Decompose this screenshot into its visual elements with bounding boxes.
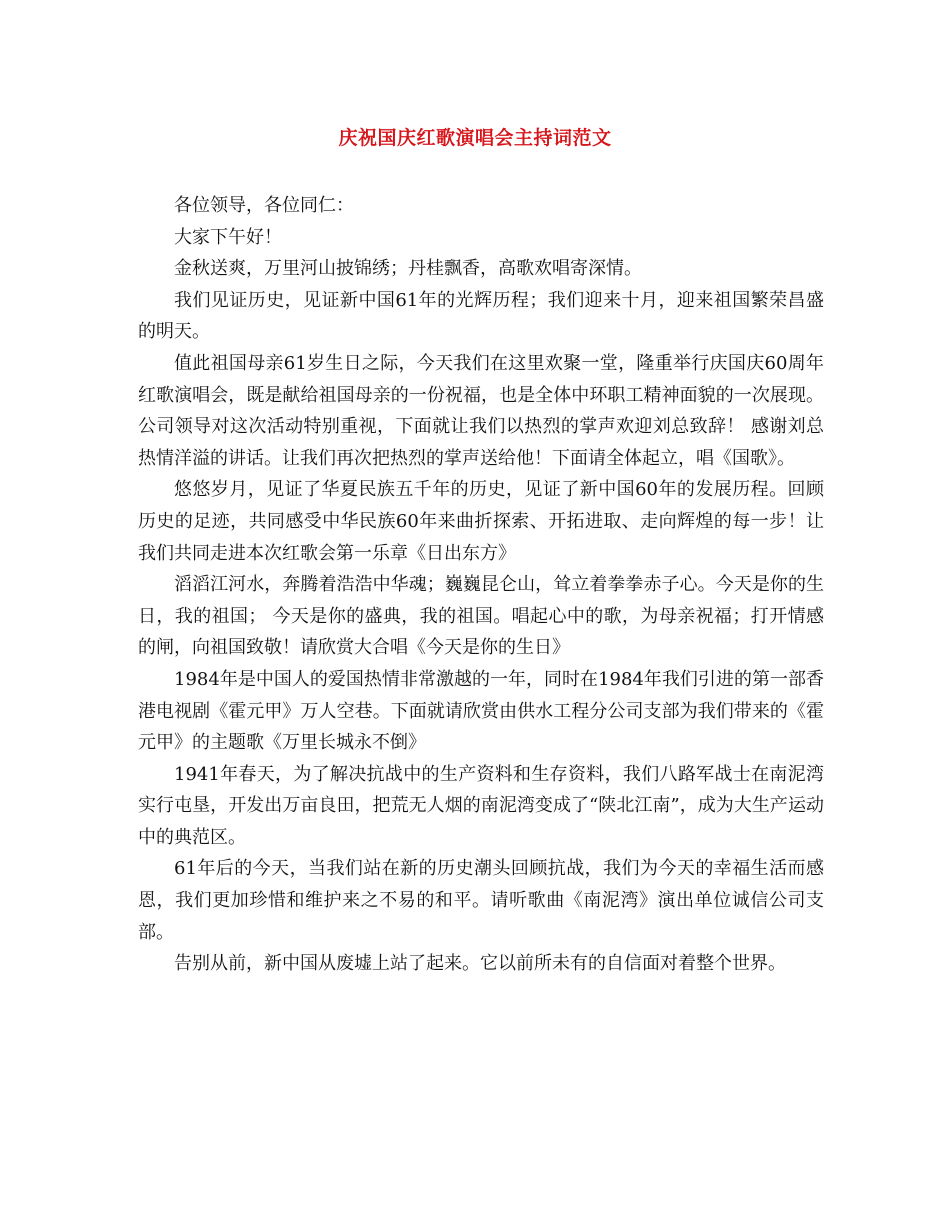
paragraph-1941: 1941年春天，为了解决抗战中的生产资料和生存资料，我们八路军战士在南泥湾实行屯垦，开发出万亩良田，把荒无人烟的南泥湾变成了“陕北江南”，成为大生产运动中的典范区。: [138, 763, 824, 848]
paragraph-good-afternoon: 大家下午好！: [174, 226, 282, 248]
paragraph-birthday-opening: 值此祖国母亲61岁生日之际，今天我们在这里欢聚一堂，隆重举行庆国庆60周年红歌演唱会，既是献给祖国母亲的一份祝福，也是全体中环职工精神面貌的一次展现。公司领导对这次活动特别重视，下面就让我们以热烈的掌声欢迎刘总致辞！ 感谢刘总热情洋溢的讲话。让我们再次把热烈的掌声送给他！下面请全体起立，唱《国歌》。: [138, 352, 824, 469]
document-title: 庆祝国庆红歌演唱会主持词范文: [338, 127, 612, 149]
document-body: [138, 190, 824, 980]
paragraph-witness-history: 我们见证历史，见证新中国61年的光辉历程；我们迎来十月，迎来祖国繁荣昌盛的明天。: [138, 289, 824, 343]
paragraph-farewell: 告别从前，新中国从废墟上站了起来。它以前所未有的自信面对着整个世界。: [174, 953, 786, 975]
paragraph-autumn: 金秋送爽，万里河山披锦绣；丹桂飘香，高歌欢唱寄深情。: [174, 258, 642, 280]
paragraph-first-chapter: 悠悠岁月，见证了华夏民族五千年的历史，见证了新中国60年的发展历程。回顾历史的足迹，共同感受中华民族60年来曲折探索、开拓进取、走向辉煌的每一步！让我们共同走进本次红歌会第一乐章《日出东方》: [138, 479, 824, 564]
paragraph-nanniwan: 61年后的今天，当我们站在新的历史潮头回顾抗战，我们为今天的幸福生活而感恩，我们更加珍惜和维护来之不易的和平。请听歌曲《南泥湾》演出单位诚信公司支部。: [138, 858, 824, 943]
paragraph-1984: 1984年是中国人的爱国热情非常激越的一年，同时在1984年我们引进的第一部香港电视剧《霍元甲》万人空巷。下面就请欣赏由供水工程分公司支部为我们带来的《霍元甲》的主题歌《万里长城永不倒》: [138, 668, 824, 754]
paragraph-greeting: 各位领导，各位同仁：: [174, 195, 354, 216]
paragraph-your-birthday: 滔滔江河水，奔腾着浩浩中华魂；巍巍昆仑山，耸立着拳拳赤子心。今天是你的生日，我的祖国； 今天是你的盛典，我的祖国。唱起心中的歌，为母亲祝福；打开情感的闸，向祖国致敬！请欣赏大合唱《今天是你的生日》: [138, 574, 824, 659]
